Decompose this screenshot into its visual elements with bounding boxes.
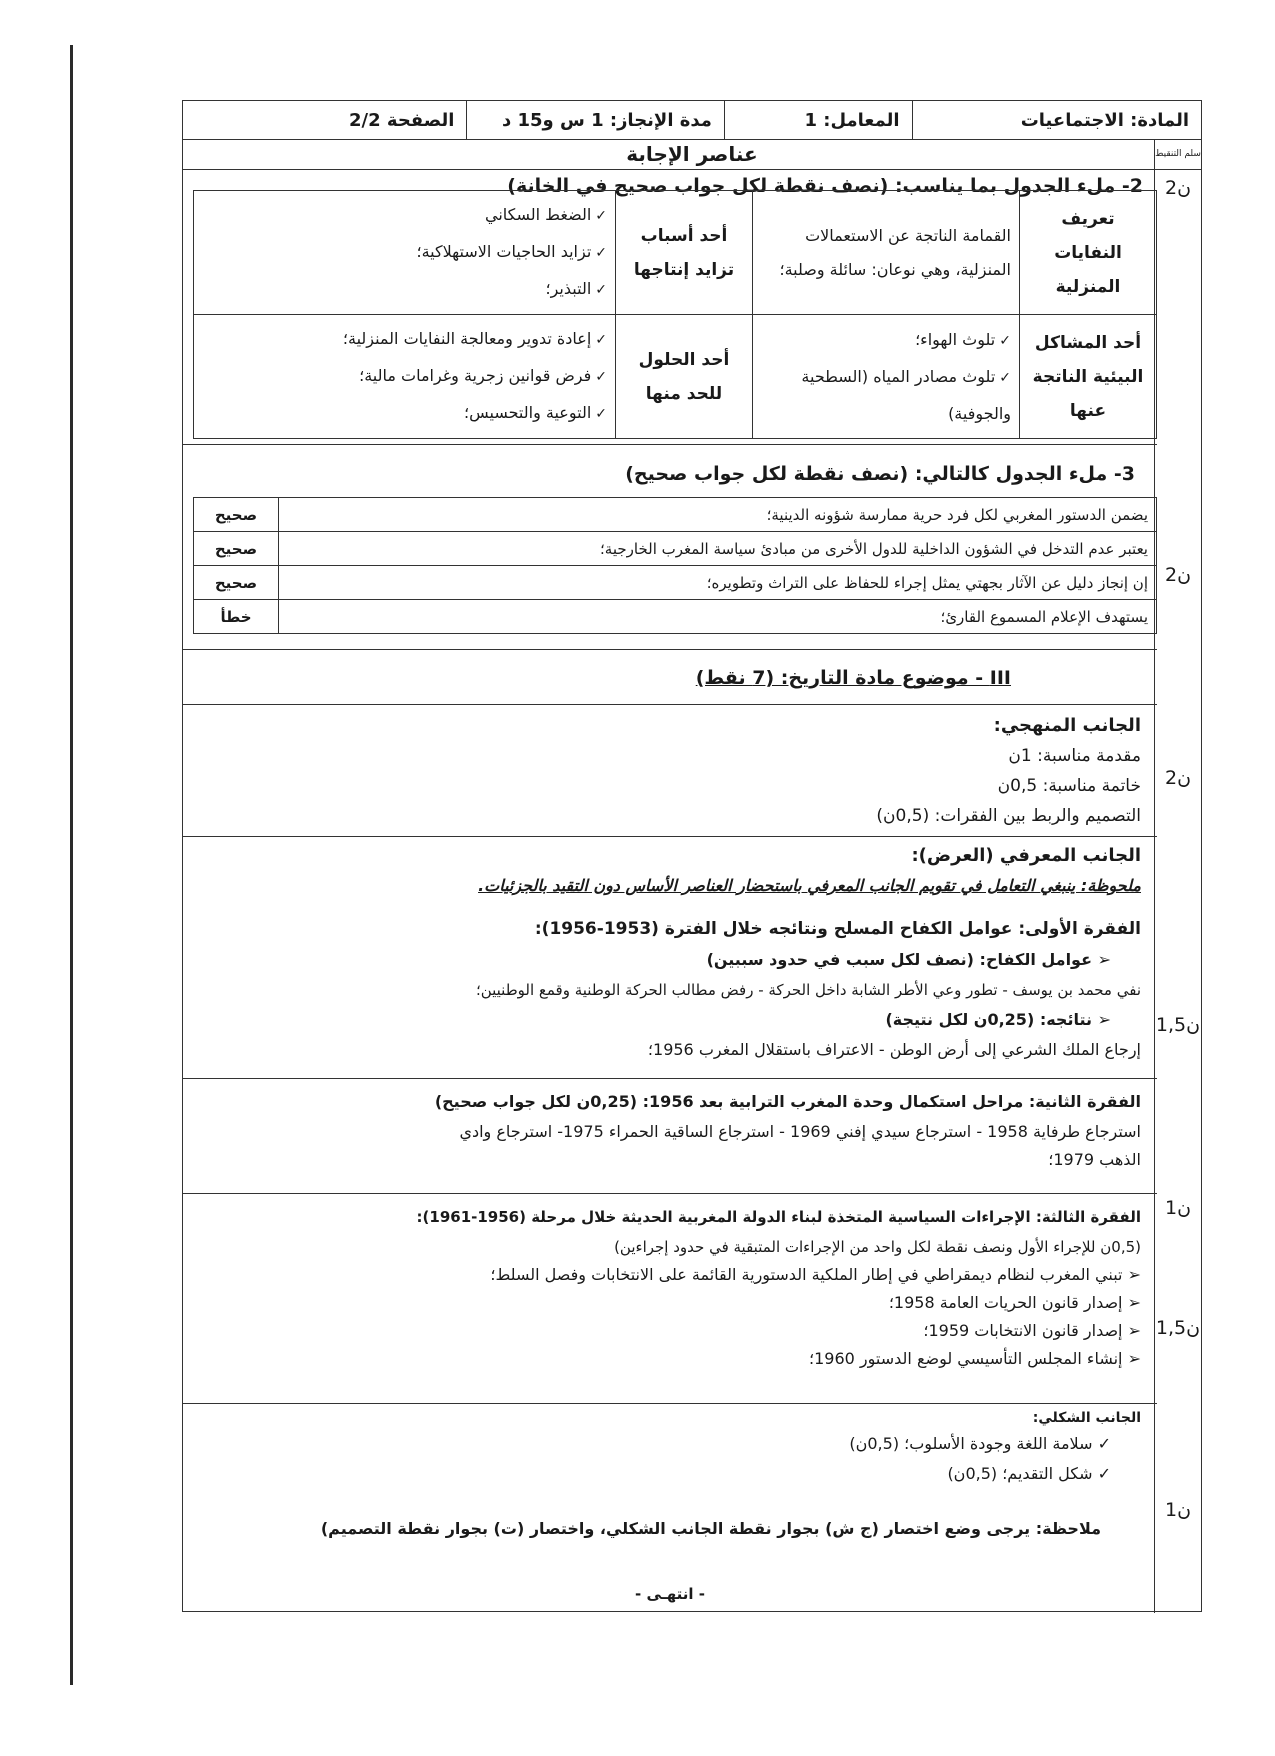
list-item: ➢ إصدار قانون الانتخابات 1959؛ <box>923 1321 1141 1340</box>
check-icon: ✓ <box>1092 1434 1111 1453</box>
arrow-icon: ➢ <box>1092 1010 1111 1029</box>
p3-instruction: (0,5ن للإجراء الأول ونصف نقطة لكل واحد من الإجراءات المتبقية في حدود إجراءين) <box>614 1238 1141 1256</box>
q2-causes <box>194 191 616 315</box>
q2-row2-label: أحد المشاكل البيئية الناتجة عنها <box>1020 315 1157 439</box>
method-intro: مقدمة مناسبة: 1ن <box>1008 746 1141 766</box>
p1-title: الفقرة الأولى: عوامل الكفاح المسلح ونتائجه خلال الفترة (1953-1956): <box>534 919 1141 939</box>
list-item: ✓تلوث مصادر المياه (السطحية <box>801 366 1011 386</box>
list-item: ➢ تبني المغرب لنظام ديمقراطي في إطار الملكية الدستورية القائمة على الانتخابات وفصل السلط؛ <box>490 1265 1141 1284</box>
paragraph-1 <box>183 913 1141 1065</box>
q3-answer-4: خطأ <box>194 600 279 634</box>
q2-table <box>193 190 1157 439</box>
check-icon: ✓ <box>595 332 607 348</box>
arrow-icon: ➢ <box>1122 1265 1141 1284</box>
p2-title: الفقرة الثانية: مراحل استكمال وحدة المغرب الترابية بعد 1956: (0,25ن لكل جواب صحيح) <box>434 1092 1141 1111</box>
q3-answer-3: صحيح <box>194 566 279 600</box>
duration: مدة الإنجاز: 1 س و15 د <box>466 101 724 139</box>
score-p3: 1,5ن <box>1155 1317 1201 1339</box>
final-note: ملاحظة: يرجى وضع اختصار (ج ش) بجوار نقطة الجانب الشكلي، واختصار (ت) بجوار نقطة التصميم) <box>320 1519 1101 1538</box>
method-conclusion: خاتمة مناسبة: 0,5ن <box>997 776 1141 796</box>
list-item: ✓تزايد الحاجيات الاستهلاكية؛ <box>416 242 607 261</box>
check-icon: ✓ <box>999 332 1011 349</box>
knowledge-title: الجانب المعرفي (العرض): <box>911 845 1141 866</box>
answer-elements-title: عناصر الإجابة <box>183 139 1201 170</box>
list-item: ➢ إنشاء المجلس التأسيسي لوضع الدستور 1960؛ <box>809 1349 1141 1368</box>
score-method: 2ن <box>1164 767 1192 789</box>
p1-factors: نفي محمد بن يوسف - تطور وعي الأطر الشابة داخل الحركة - رفض مطالب الحركة الوطنية وقمع الوطنيين؛ <box>475 981 1141 999</box>
check-icon: ✓ <box>595 406 607 422</box>
list-item: ✓تلوث الهواء؛ <box>915 329 1011 349</box>
list-item: ✓التوعية والتحسيس؛ <box>464 403 607 422</box>
p1-factors-label: ➢ عوامل الكفاح: (نصف لكل سبب في حدود سببين) <box>706 950 1111 969</box>
arrow-icon: ➢ <box>1092 950 1111 969</box>
q2-causes-label: أحد أسباب تزايد إنتاجها <box>616 191 753 315</box>
q3-statement-2: يعتبر عدم التدخل في الشؤون الداخلية للدول الأخرى من مبادئ سياسة المغرب الخارجية؛ <box>279 532 1157 566</box>
arrow-icon: ➢ <box>1122 1321 1141 1340</box>
arrow-icon: ➢ <box>1122 1293 1141 1312</box>
q3-statement-1: يضمن الدستور المغربي لكل فرد حرية ممارسة شؤونه الدينية؛ <box>279 498 1157 532</box>
p1-results-label: ➢ نتائجه: (0,25ن لكل نتيجة) <box>885 1010 1111 1029</box>
q2-definition-line1: القمامة الناتجة عن الاستعمالات <box>805 225 1011 245</box>
scan-edge <box>70 45 73 1685</box>
check-icon: ✓ <box>595 245 607 261</box>
list-item: والجوفية) <box>948 403 1011 423</box>
list-item: ✓ سلامة اللغة وجودة الأسلوب؛ (0,5ن) <box>849 1434 1111 1453</box>
score-column <box>1154 169 1201 1613</box>
method-title: الجانب المنهجي: <box>993 715 1141 736</box>
answer-sheet <box>182 100 1202 1612</box>
table-row <box>194 600 1157 634</box>
q2-row-1 <box>194 191 1157 315</box>
knowledge-section <box>183 841 1141 901</box>
check-icon: ✓ <box>595 208 607 224</box>
list-item: ✓الضغط السكاني <box>484 205 607 224</box>
list-item: ✓ شكل التقديم؛ (0,5ن) <box>947 1464 1111 1483</box>
q2-definition <box>753 191 1020 315</box>
score-p2: 1ن <box>1164 1197 1192 1219</box>
end-marker: - انتهـى - <box>634 1585 705 1603</box>
header <box>183 101 1201 140</box>
list-item: ✓إعادة تدوير ومعالجة النفايات المنزلية؛ <box>342 329 607 348</box>
coefficient: المعامل: 1 <box>724 101 912 139</box>
method-design: التصميم والربط بين الفقرات: (0,5ن) <box>876 806 1141 826</box>
check-icon: ✓ <box>1092 1464 1111 1483</box>
page-number: الصفحة 2/2 <box>349 109 455 131</box>
form-section <box>183 1407 1141 1489</box>
q3-statement-3: إن إنجاز دليل عن الآثار بجهتي يمثل إجراء للحفاظ على التراث وتطويره؛ <box>279 566 1157 600</box>
score-form: 1ن <box>1164 1499 1192 1521</box>
score-p1: 1,5ن <box>1155 1014 1201 1036</box>
q2-row-2 <box>194 315 1157 439</box>
list-item: ✓التبذير؛ <box>545 279 607 298</box>
knowledge-note: ملحوظة: ينبغي التعامل في تقويم الجانب المعرفي باستحضار العناصر الأساس دون التقيد بالجزئيات. <box>478 876 1141 895</box>
list-item: ✓فرض قوانين زجرية وغرامات مالية؛ <box>359 366 607 385</box>
q2-solutions-label: أحد الحلول للحد منها <box>616 315 753 439</box>
q3-answer-2: صحيح <box>194 532 279 566</box>
q3-title: 3- ملء الجدول كالتالي: (نصف نقطة لكل جواب صحيح) <box>625 463 1135 485</box>
paragraph-3 <box>183 1201 1141 1373</box>
q2-row1-label: تعريف النفايات المنزلية <box>1020 191 1157 315</box>
list-item: ➢ إصدار قانون الحريات العامة 1958؛ <box>888 1293 1141 1312</box>
form-title: الجانب الشكلي: <box>1032 1410 1141 1426</box>
q3-statement-4: يستهدف الإعلام المسموع القارئ؛ <box>279 600 1157 634</box>
q2-definition-line2: المنزلية، وهي نوعان: سائلة وصلبة؛ <box>779 259 1011 279</box>
table-row <box>194 532 1157 566</box>
q2-title: 2- ملء الجدول بما يناسب: (نصف نقطة لكل جواب صحيح في الخانة) <box>507 175 1143 197</box>
q2-problems <box>753 315 1020 439</box>
subject: المادة: الاجتماعيات <box>912 101 1201 139</box>
q2-solutions <box>194 315 616 439</box>
grading-scale-label: سلم التنقيط <box>1154 139 1201 169</box>
p1-results: إرجاع الملك الشرعي إلى أرض الوطن - الاعتراف باستقلال المغرب 1956؛ <box>647 1040 1141 1059</box>
p3-title: الفقرة الثالثة: الإجراءات السياسية المتخذة لبناء الدولة المغربية الحديثة خلال مرحلة (1956-1961): <box>416 1208 1141 1226</box>
check-icon: ✓ <box>595 282 607 298</box>
check-icon: ✓ <box>999 369 1011 386</box>
method-section <box>183 711 1141 831</box>
check-icon: ✓ <box>595 369 607 385</box>
q3-answer-1: صحيح <box>194 498 279 532</box>
p2-line1: استرجاع طرفاية 1958 - استرجاع سيدي إفني 1969 - استرجاع الساقية الحمراء 1975- استرجاع وادي <box>459 1122 1141 1141</box>
score-q3: 2ن <box>1164 564 1192 586</box>
paragraph-2 <box>183 1086 1141 1174</box>
table-row <box>194 566 1157 600</box>
arrow-icon: ➢ <box>1122 1349 1141 1368</box>
q3-table <box>193 497 1157 634</box>
table-row <box>194 498 1157 532</box>
score-q2: 2ن <box>1164 177 1192 199</box>
history-title: III - موضوع مادة التاريخ: (7 نقط) <box>695 667 1011 689</box>
p2-line2: الذهب 1979؛ <box>1048 1150 1141 1169</box>
